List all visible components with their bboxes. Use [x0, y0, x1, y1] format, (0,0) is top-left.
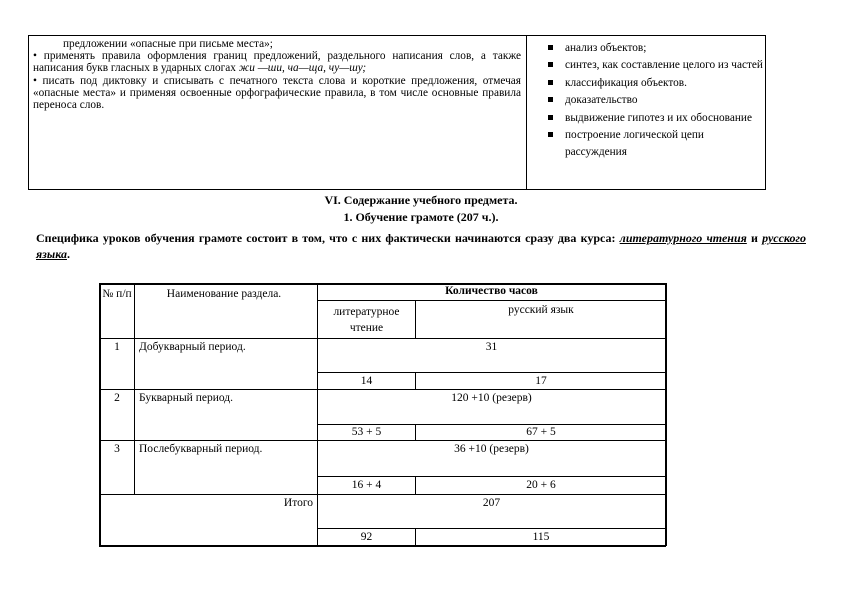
square-bullet-icon — [548, 115, 553, 120]
skills-bullet-2 — [33, 50, 521, 74]
table-rule — [317, 528, 666, 529]
row-1-lit: 14 — [360, 375, 373, 387]
course-russian-language: русского языка — [36, 231, 806, 261]
row-1-num: 1 — [114, 341, 120, 353]
skills-bullet-2-text: • применять правила оформления границ предложений, раздельного написания слов, а также написания букв гласных в ударных слогах — [33, 50, 521, 75]
table-rule — [99, 494, 666, 495]
square-bullet-icon — [548, 62, 553, 67]
row-3-name: Послебукварный период. — [139, 443, 263, 455]
table-rule — [317, 424, 666, 425]
list-item: выдвижение гипотез и их обоснование — [545, 110, 765, 127]
list-item: построение логической цепи рассуждения — [545, 127, 765, 162]
table-rule — [317, 283, 318, 546]
table-border — [665, 283, 667, 546]
course-literary-reading: литературного чтения — [619, 231, 747, 245]
skills-bullet-3: • писать под диктовку и списывать с печатного текста слова и короткие предложения, отмечая «опасные места» и применяя освоенные орфографические правила, в том числе основные правила переноса слов. — [33, 74, 521, 112]
table-rule — [317, 300, 666, 301]
table-rule — [99, 440, 666, 441]
list-item: классификация объектов. — [545, 75, 765, 92]
skills-bullet-2-italic: жи —ши, ча—ща, чу—шу; — [238, 62, 367, 75]
row-1-rus: 17 — [535, 375, 547, 387]
section-subtitle: 1. Обучение грамоте (207 ч.). — [343, 210, 499, 224]
row-1-total: 31 — [485, 341, 498, 353]
table-rule — [415, 528, 416, 546]
list-item: доказательство — [545, 92, 765, 109]
header-hours: Количество часов — [445, 285, 538, 297]
square-bullet-icon — [548, 132, 553, 137]
header-russian: русский язык — [508, 304, 574, 316]
total-lit: 92 — [360, 531, 373, 543]
header-name: Наименование раздела. — [166, 288, 282, 300]
header-literary-reading: литературное чтение — [333, 306, 400, 334]
list-item: синтез, как составление целого из частей — [545, 57, 765, 74]
row-3-lit: 16 + 4 — [351, 479, 382, 491]
row-2-lit: 53 + 5 — [351, 426, 382, 438]
skills-column — [33, 38, 521, 111]
hours-table — [99, 283, 666, 546]
table-border — [99, 283, 101, 546]
row-3-rus: 20 + 6 — [526, 479, 556, 491]
skills-line-1: предложении «опасные при письме места»; — [63, 38, 273, 50]
total-label: Итого — [283, 497, 313, 509]
row-3-total: 36 +10 (резерв) — [454, 443, 529, 455]
section-title: VI. Содержание учебного предмета. — [324, 193, 518, 207]
column-divider — [526, 36, 527, 189]
row-2-rus: 67 + 5 — [526, 426, 556, 438]
logic-actions-list — [545, 40, 765, 162]
row-2-total: 120 +10 (резерв) — [451, 392, 532, 404]
header-num: № п/п — [102, 288, 132, 300]
total-value: 207 — [482, 497, 501, 509]
table-rule — [415, 424, 416, 440]
table-rule — [317, 476, 666, 477]
table-rule — [415, 300, 416, 338]
table-rule — [415, 372, 416, 389]
table-rule — [99, 338, 666, 339]
table-rule — [317, 372, 666, 373]
intro-paragraph: Специфика уроков обучения грамоте состоит в том, что с них фактически начинаются сразу два курса: литературного чтения и русского языка. — [36, 231, 806, 261]
row-2-num: 2 — [114, 392, 120, 404]
table-border — [99, 545, 666, 547]
row-2-name: Букварный период. — [139, 392, 234, 404]
table-rule — [415, 476, 416, 494]
objectives-table — [28, 35, 766, 190]
table-rule — [99, 389, 666, 390]
square-bullet-icon — [548, 45, 553, 50]
list-item: анализ объектов; — [545, 40, 765, 57]
row-1-name: Добукварный период. — [139, 341, 246, 353]
row-3-num: 3 — [114, 443, 120, 455]
square-bullet-icon — [548, 80, 553, 85]
square-bullet-icon — [548, 97, 553, 102]
total-rus: 115 — [532, 531, 550, 543]
